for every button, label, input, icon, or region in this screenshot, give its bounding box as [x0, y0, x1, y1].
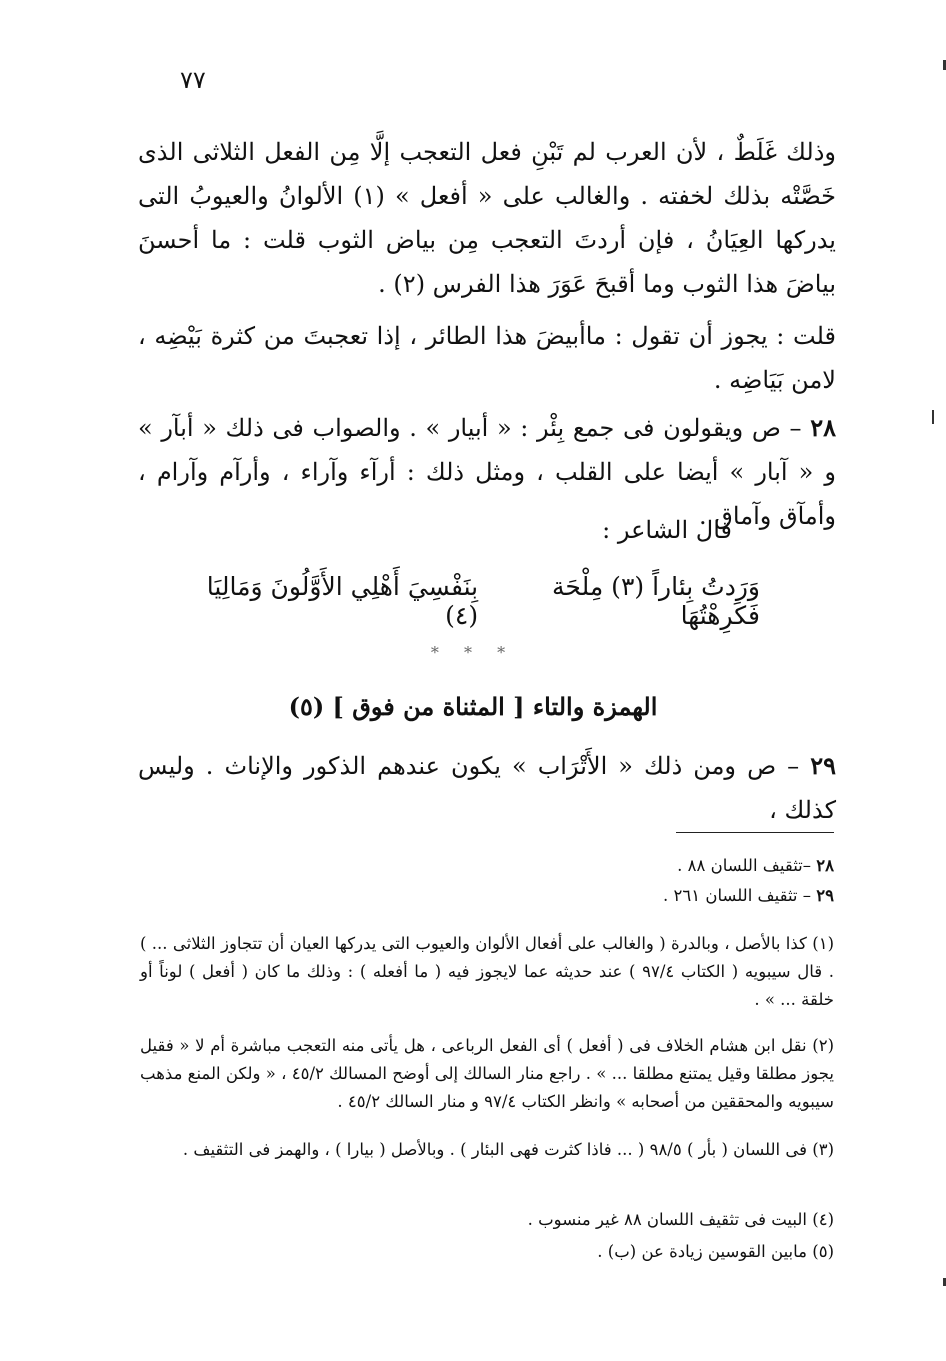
entry-number: ٢٩	[810, 751, 836, 780]
poet-intro: قال الشاعر :	[602, 516, 732, 544]
verse-hemistich-first: وَرَدتُ بِئاراً (٣) مِلْحَة فَكَرِهْتُهَا	[552, 572, 760, 630]
footnote-ref-28	[140, 852, 834, 880]
verse-hemistich-second: بِنَفْسِيَ أَهْلِي الأَوَّلُونَ وَمَالِيَا (٤)	[206, 572, 479, 630]
poetry-verse	[180, 572, 760, 630]
footnote-ref-number: ٢٩	[816, 886, 834, 905]
footnote-1: (١) كذا بالأصل ، وبالدرة ( والغالب على أفعال الألوان والعيوب التى يدركها العيان أن تتجاوز الثلاثى ... ) . قال سيبويه ( الكتاب ٩٧/٤ ) عند حديثه عما لايجوز فيه ( ما أفعله ) : وذلك ما كان ( أفعل ) لوناً أو خلقة ... » .	[140, 934, 834, 1009]
footnote-ref-text: – تثقيف اللسان ٢٦١ .	[663, 886, 812, 905]
scan-edge-mark	[932, 410, 934, 424]
footnote-ref-29	[140, 882, 834, 910]
footnote-3: (٣) فى اللسان ( بأر ) ٩٨/٥ ( ... فاذا كثرت فهى البئار ) . وبالأصل ( بيارا ) ، والهمز فى التثقيف .	[182, 1140, 834, 1159]
footnote-ref-text: –تثقيف اللسان ٨٨ .	[677, 856, 812, 875]
entry-29	[138, 744, 836, 832]
entry-text: – ص ويقولون فى جمع بِئْر : « أبيار » . والصواب فى ذلك « أبآر » و « آبار » أيضا على القلب ، ومثل ذلك : أرآء وآراء ، وأرآم وآرام ، وأمآق وآماق .	[138, 414, 836, 530]
entry-number: ٢٨	[810, 413, 836, 442]
footnote-4: (٤) البيت فى تثقيف اللسان ٨٨ غير منسوب .	[527, 1210, 834, 1229]
paragraph-correction-text: وذلك غَلَطٌ ، لأن العرب لم تَبْنِ فعل التعجب إلَّا مِن الفعل الثلاثى الذى خَصَّتْه بذلك لخفته . والغالب على « أفعل » (١) الألوانُ والعيوبُ التى يدركها العِيَانُ ، فإن أردتَ التعجب مِن بياض الثوب قلت : ما أحسنَ بياضَ هذا الثوب وما أقبحَ عَوَرَ هذا الفرس (٢) .	[138, 138, 836, 298]
entry-text: – ص ومن ذلك « الأَتْرَاب » يكون عندهم الذكور والإناث . وليس كذلك ،	[138, 752, 836, 824]
footnote-separator	[676, 832, 834, 833]
section-divider: * * *	[430, 643, 516, 662]
page-number: ٧٧	[180, 66, 206, 94]
footnote-ref-number: ٢٨	[816, 856, 834, 875]
footnote-5: (٥) مابين القوسين زيادة عن (ب) .	[597, 1242, 834, 1261]
footnote-2: (٢) نقل ابن هشام الخلاف فى ( أفعل ) أى الفعل الرباعى ، هل يأتى منه التعجب مباشرة أم لا « فقيل يجوز مطلقا وقيل يمتنع مطلقا ... » . راجع منار السالك إلى أوضح المسالك ٤٥/٢ ، « ولكن المنع مذهب سيبويه والمحققين من أصحابه » وانظر الكتاب ٩٧/٤ و منار السالك ٤٥/٢ .	[140, 1036, 834, 1111]
section-heading: الهمزة والتاء [ المثناة من فوق ] (٥)	[288, 692, 658, 721]
paragraph-note: قلت : يجوز أن تقول : ماأبيضَ هذا الطائر ، إذا تعجبتَ من كثرة بَيْضِه ، لامن بَيَاضِه .	[138, 322, 836, 394]
